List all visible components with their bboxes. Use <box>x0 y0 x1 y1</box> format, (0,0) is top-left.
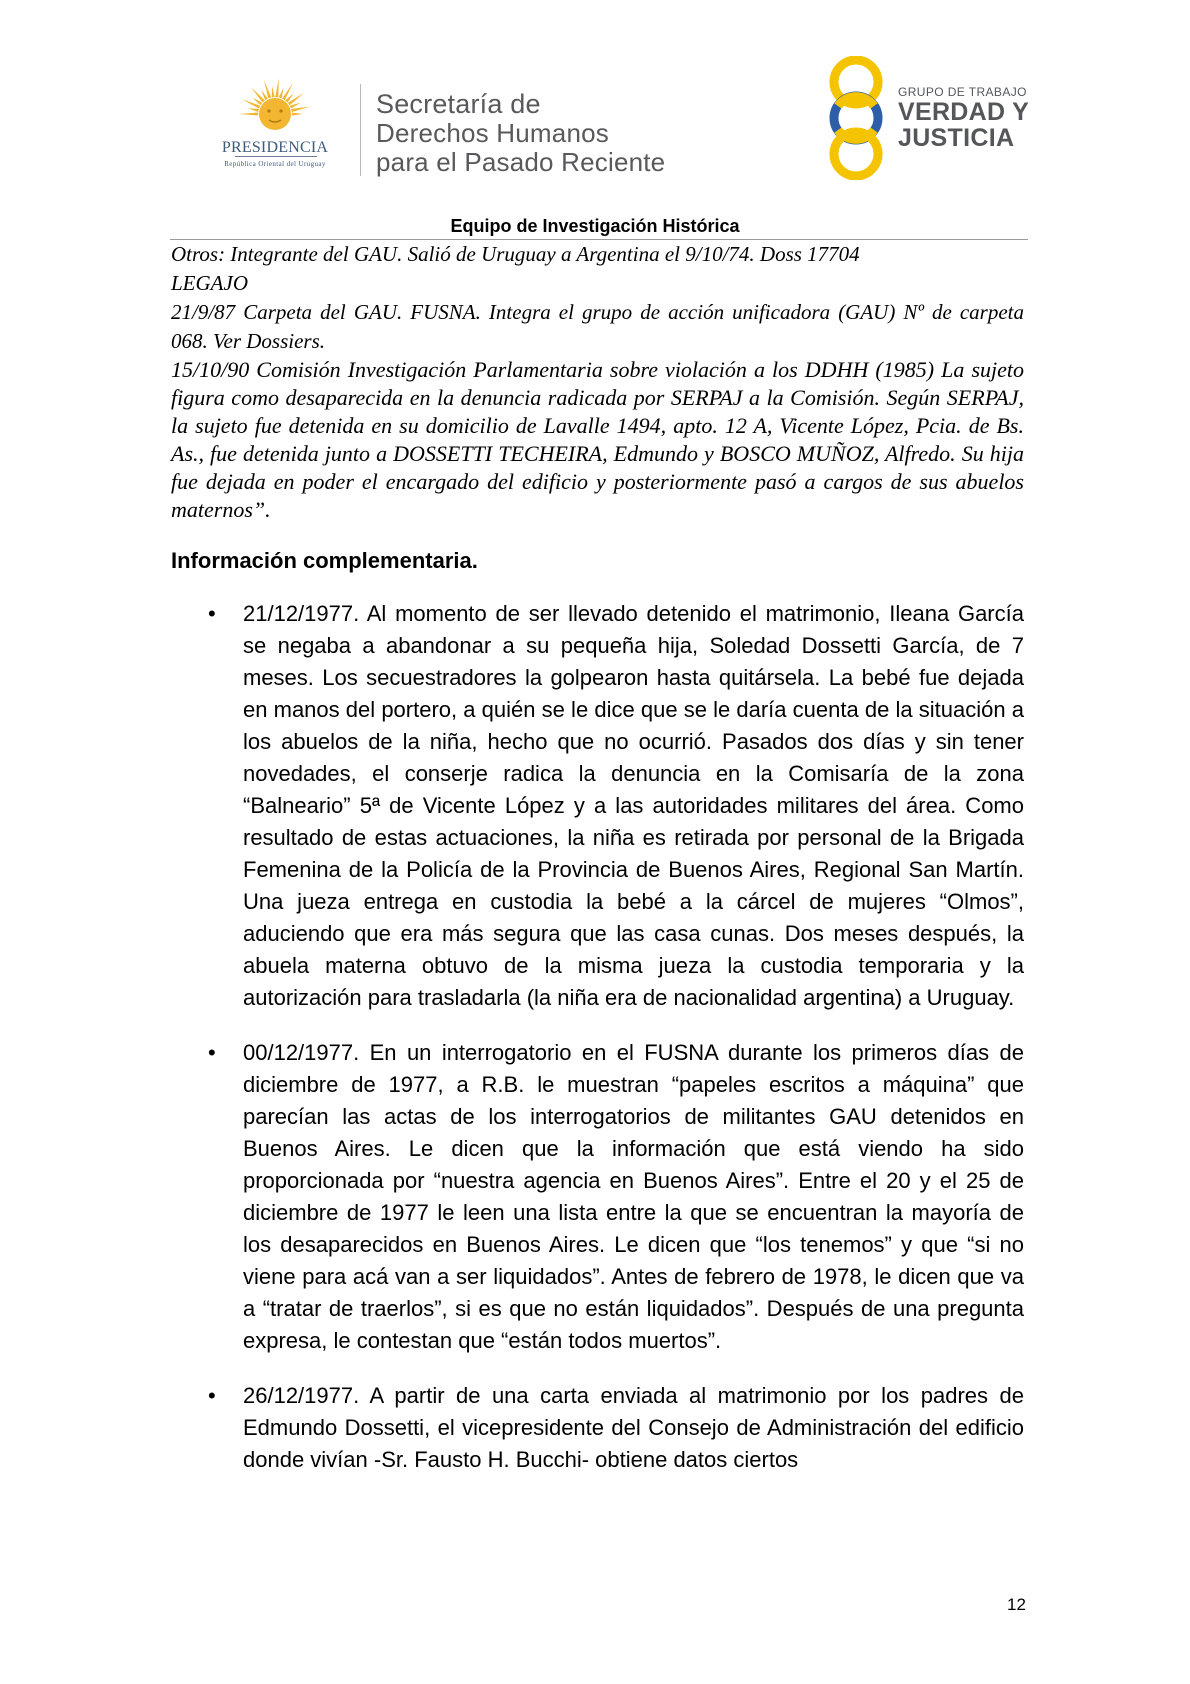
bullet-icon: • <box>208 1040 216 1065</box>
secretaria-logo-text <box>376 90 665 177</box>
presidencia-divider-line <box>235 156 317 157</box>
sun-ray <box>279 87 284 98</box>
grupo-trabajo-logo-icon <box>818 56 894 180</box>
list-item <box>208 1380 1024 1476</box>
sun-ray <box>251 87 265 102</box>
list-item <box>208 1037 1024 1357</box>
sun-ray <box>282 83 293 100</box>
source-notes <box>171 240 1024 524</box>
page-number: 12 <box>1007 1595 1026 1614</box>
grupo-trabajo-line-3: JUSTICIA <box>898 124 1015 152</box>
presidencia-subtitle: República Oriental del Uruguay <box>224 160 326 168</box>
note-carpeta-gau: 21/9/87 Carpeta del GAU. FUSNA. Integra el grupo de acción unificadora (GAU) Nº de carpeta 068. Ver Dossiers. <box>171 300 1024 353</box>
note-legajo: LEGAJO <box>171 271 248 295</box>
list-item-text: 00/12/1977. En un interrogatorio en el FUSNA durante los primeros días de diciembre de 1977, a R.B. le muestran “papeles escritos a máquina” que parecían las actas de los interrogatorios de militantes GAU detenidos en Buenos Aires. Le dicen que la información que está viendo ha sido proporcionada por “nuestra agencia en Buenos Aires”. Entre el 20 y el 25 de diciembre de 1977 le leen una lista entre la que se encuentran la mayoría de los desaparecidos en Buenos Aires. Le dicen que “los tenemos” y que “si no viene para acá van a ser liquidados”. Antes de febrero de 1978, le dicen que va a “tratar de traerlos”, si es que no están liquidados”. Después de una pregunta expresa, le contestan que “están todos muertos”. <box>243 1040 1024 1353</box>
bullet-icon: • <box>208 1383 216 1408</box>
sun-ray <box>291 107 310 112</box>
bullet-list <box>208 598 1024 1499</box>
sun-ray <box>292 112 303 115</box>
secretaria-line-3: para el Pasado Reciente <box>376 147 666 177</box>
note-comision-parlamentaria: 15/10/90 Comisión Investigación Parlamentaria sobre violación a los DDHH (1985) La sujeto figura como desaparecida en la denuncia radicada por SERPAJ a la Comisión. Según SERPAJ, la sujeto fue detenida en su domicilio de Lavalle 1494, apto. 12 A, Vicente López, Pcia. de Bs. As., fue detenida junto a DOSSETTI TECHEIRA, Edmundo y BOSCO MUÑOZ, Alfredo. Su hija fue dejada en poder el encargado del edificio y posteriormente pasó a cargos de sus abuelos maternos”. <box>171 357 1024 522</box>
sun-ray <box>288 93 304 105</box>
grupo-trabajo-line-1: GRUPO DE TRABAJO <box>898 85 1027 99</box>
note-otros: Otros: Integrante del GAU. Salió de Uruguay a Argentina el 9/10/74. Doss 17704 <box>171 242 860 266</box>
list-item-text: 26/12/1977. A partir de una carta enviada al matrimonio por los padres de Edmundo Dossetti, el vicepresidente del Consejo de Administración del edificio donde vivían -Sr. Fausto H. Bucchi- obtiene datos ciertos <box>243 1383 1024 1472</box>
sun-ray <box>248 108 259 112</box>
list-item <box>208 598 1024 1014</box>
secretaria-line-2: Derechos Humanos <box>376 118 609 148</box>
presidencia-name: PRESIDENCIA <box>221 139 329 156</box>
grupo-trabajo-logo-text <box>898 85 1029 151</box>
sun-ray <box>239 112 258 115</box>
header-divider <box>360 84 361 176</box>
list-item-text: 21/12/1977. Al momento de ser llevado detenido el matrimonio, Ileana García se negaba a abandonar a su pequeña hija, Soledad Dossetti García, de 7 meses. Los secuestradores la golpearon hasta quitársela. La bebé fue dejada en manos del portero, a quién se le dice que se le daría cuenta de la situación a los abuelos de la niña, hecho que no ocurrió. Pasados dos días y sin tener novedades, el conserje radica la denuncia en la Comisaría de la zona “Balneario” 5ª de Vicente López y a las autoridades militares del área. Como resultado de estas actuaciones, la niña es retirada por personal de la Brigada Femenina de la Policía de la Provincia de Buenos Aires, Regional San Martín. Una jueza entrega en custodia la bebé a la cárcel de mujeres “Olmos”, aduciendo que era más segura que las casa cunas. Dos meses después, la abuela materna obtuvo de la misma jueza la custodia temporaria y la autorización para trasladarla (la niña era de nacionalidad argentina) a Uruguay. <box>243 601 1024 1010</box>
section-heading: Información complementaria. <box>171 548 478 573</box>
sun-ray <box>272 86 275 97</box>
team-title: Equipo de Investigación Histórica <box>450 216 740 236</box>
bullet-icon: • <box>208 601 216 626</box>
sun-ray <box>275 78 279 97</box>
presidencia-logo <box>195 76 355 176</box>
grupo-trabajo-line-2: VERDAD Y <box>898 98 1030 126</box>
secretaria-line-1: Secretaría de <box>376 89 541 119</box>
sun-icon <box>228 76 322 142</box>
